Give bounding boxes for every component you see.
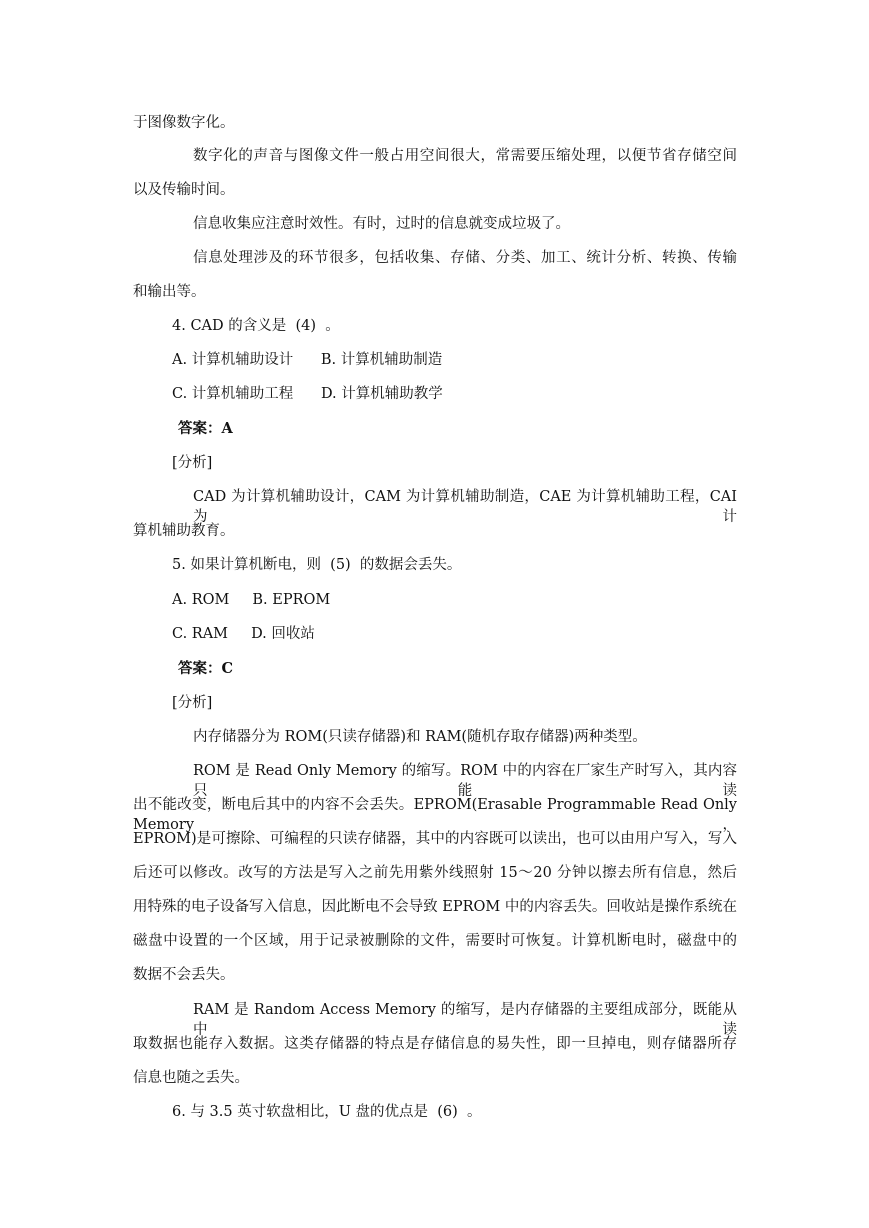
analysis-label: [分析] xyxy=(172,695,213,711)
question-4: 4. CAD 的含义是 (4) 。 xyxy=(172,318,340,334)
text-line: 于图像数字化。 xyxy=(133,115,235,131)
text-line: 算机辅助教育。 xyxy=(133,523,235,539)
text-line: EPROM)是可擦除、可编程的只读存储器，其中的内容既可以读出，也可以由用户写入，写入 xyxy=(133,831,737,847)
question-6: 6. 与 3.5 英寸软盘相比，U 盘的优点是 (6) 。 xyxy=(172,1104,482,1120)
text-line: 取数据也能存入数据。这类存储器的特点是存储信息的易失性，即一旦掉电，则存储器所存 xyxy=(133,1036,737,1052)
options-row: C. 计算机辅助工程 D. 计算机辅助教学 xyxy=(172,386,443,402)
options-row: A. ROM B. EPROM xyxy=(172,592,331,608)
text-line: 数据不会丢失。 xyxy=(133,967,235,983)
text-line: 用特殊的电子设备写入信息，因此断电不会导致 EPROM 中的内容丢失。回收站是操作系统在 xyxy=(133,899,737,915)
text-line: CAD 为计算机辅助设计，CAM 为计算机辅助制造，CAE 为计算机辅助工程，CAI 为计 xyxy=(193,489,737,525)
text-line: 磁盘中设置的一个区域，用于记录被删除的文件，需要时可恢复。计算机断电时，磁盘中的 xyxy=(133,933,737,949)
text-line: 数字化的声音与图像文件一般占用空间很大，常需要压缩处理，以便节省存储空间 xyxy=(193,148,737,164)
answer-label: 答案：C xyxy=(178,660,234,677)
text-line: 后还可以修改。改写的方法是写入之前先用紫外线照射 15～20 分钟以擦去所有信息，然后 xyxy=(133,865,737,881)
text-line: 内存储器分为 ROM(只读存储器)和 RAM(随机存取存储器)两种类型。 xyxy=(193,729,647,745)
text-line: 和输出等。 xyxy=(133,284,206,300)
text-line: 信息收集应注意时效性。有时，过时的信息就变成垃圾了。 xyxy=(193,216,570,232)
text-line: 出不能改变，断电后其中的内容不会丢失。EPROM(Erasable Programmable Read Only Memory， xyxy=(133,797,737,833)
options-row: C. RAM D. 回收站 xyxy=(172,626,315,642)
text-line: RAM 是 Random Access Memory 的缩写，是内存储器的主要组成部分，既能从中读 xyxy=(193,1002,737,1038)
text-line: 信息也随之丢失。 xyxy=(133,1070,249,1086)
text-line: ROM 是 Read Only Memory 的缩写。ROM 中的内容在厂家生产时写入，其内容只能读 xyxy=(193,763,737,799)
analysis-label: [分析] xyxy=(172,455,213,471)
question-5: 5. 如果计算机断电，则 (5) 的数据会丢失。 xyxy=(172,557,462,573)
answer-label: 答案：A xyxy=(178,420,233,437)
text-line: 以及传输时间。 xyxy=(133,182,235,198)
text-line: 信息处理涉及的环节很多，包括收集、存储、分类、加工、统计分析、转换、传输 xyxy=(193,250,737,266)
options-row: A. 计算机辅助设计 B. 计算机辅助制造 xyxy=(172,352,443,368)
